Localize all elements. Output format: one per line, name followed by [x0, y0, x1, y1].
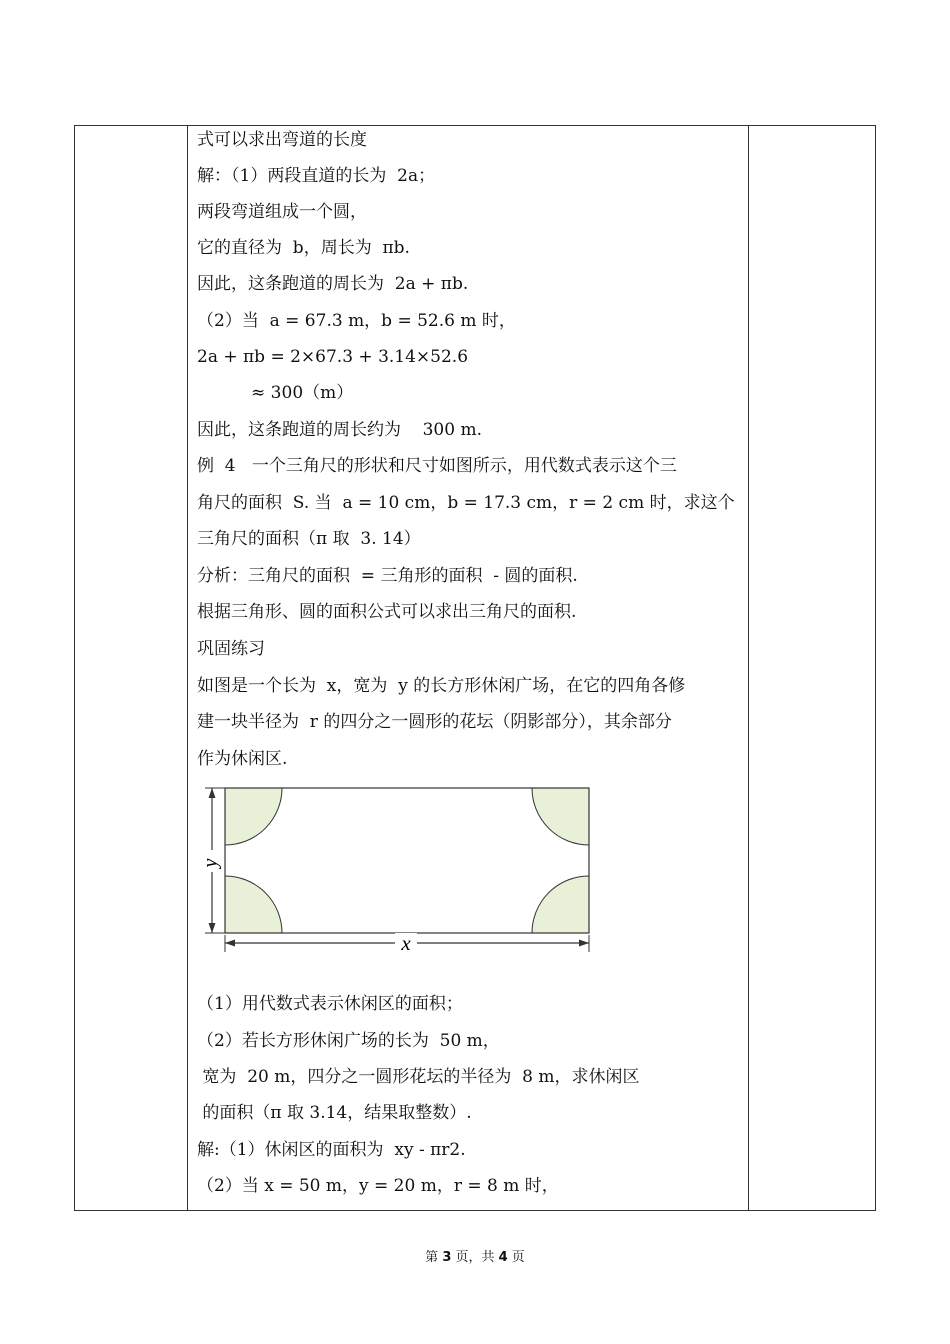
text-line: 因此，这条跑道的周长为 2a + πb. [197, 274, 469, 294]
plaza-rectangle [225, 788, 589, 933]
table-column-divider [187, 126, 188, 1210]
text-line: 作为休闲区. [197, 749, 288, 769]
text-line: 建一块半径为 r 的四分之一圆形的花坛（阴影部分），其余部分 [197, 712, 672, 732]
text-line: 它的直径为 b，周长为 πb. [197, 238, 410, 258]
text-line: （2）当 a = 67.3 m，b = 52.6 m 时， [197, 311, 516, 331]
text-line: 巩固练习 [197, 639, 265, 659]
flower-bed-top-left [225, 788, 282, 845]
text-line: 例 4 一个三角尺的形状和尺寸如图所示，用代数式表示这个三 [197, 456, 677, 476]
page-footer [0, 1246, 950, 1265]
x-label: x [401, 931, 411, 955]
text-line: 两段弯道组成一个圆， [197, 202, 367, 222]
plaza-figure [197, 780, 597, 960]
total-page-number: 4 [498, 1250, 508, 1265]
text-line: 2a + πb = 2×67.3 + 3.14×52.6 [197, 347, 469, 367]
footer-text: 页，共 [451, 1250, 499, 1265]
current-page-number: 3 [442, 1250, 452, 1265]
text-line: 式可以求出弯道的长度 [197, 130, 367, 150]
text-line: 的面积（π 取 3.14，结果取整数）. [197, 1103, 472, 1123]
text-line: 解:（1）休闲区的面积为 xy - πr2. [197, 1140, 466, 1160]
text-line: 解：（1）两段直道的长为 2a； [197, 166, 436, 186]
text-line: 因此，这条跑道的周长约为 300 m. [197, 420, 482, 440]
text-line: 根据三角形、圆的面积公式可以求出三角尺的面积. [197, 602, 577, 622]
text-line: 三角尺的面积（π 取 3. 14） [197, 529, 421, 549]
text-line: （2）当 x = 50 m，y = 20 m，r = 8 m 时， [197, 1176, 559, 1196]
text-line: ≈ 300（m） [197, 383, 354, 403]
text-line: 宽为 20 m，四分之一圆形花坛的半径为 8 m，求休闲区 [197, 1067, 640, 1087]
text-line: （1）用代数式表示休闲区的面积； [197, 994, 463, 1014]
table-column-divider [748, 126, 749, 1210]
flower-bed-top-right [532, 788, 589, 845]
text-line: 分析：三角尺的面积 = 三角形的面积 - 圆的面积. [197, 566, 578, 586]
footer-text: 第 [425, 1250, 443, 1265]
flower-bed-bottom-left [225, 876, 282, 933]
text-line: 角尺的面积 S. 当 a = 10 cm，b = 17.3 cm，r = 2 cm 时，求这个 [197, 493, 735, 513]
y-label: y [199, 858, 222, 868]
text-line: （2）若长方形休闲广场的长为 50 m， [197, 1031, 500, 1051]
flower-bed-bottom-right [532, 876, 589, 933]
text-line: 如图是一个长为 x，宽为 y 的长方形休闲广场，在它的四角各修 [197, 676, 686, 696]
footer-text: 页 [507, 1250, 525, 1265]
